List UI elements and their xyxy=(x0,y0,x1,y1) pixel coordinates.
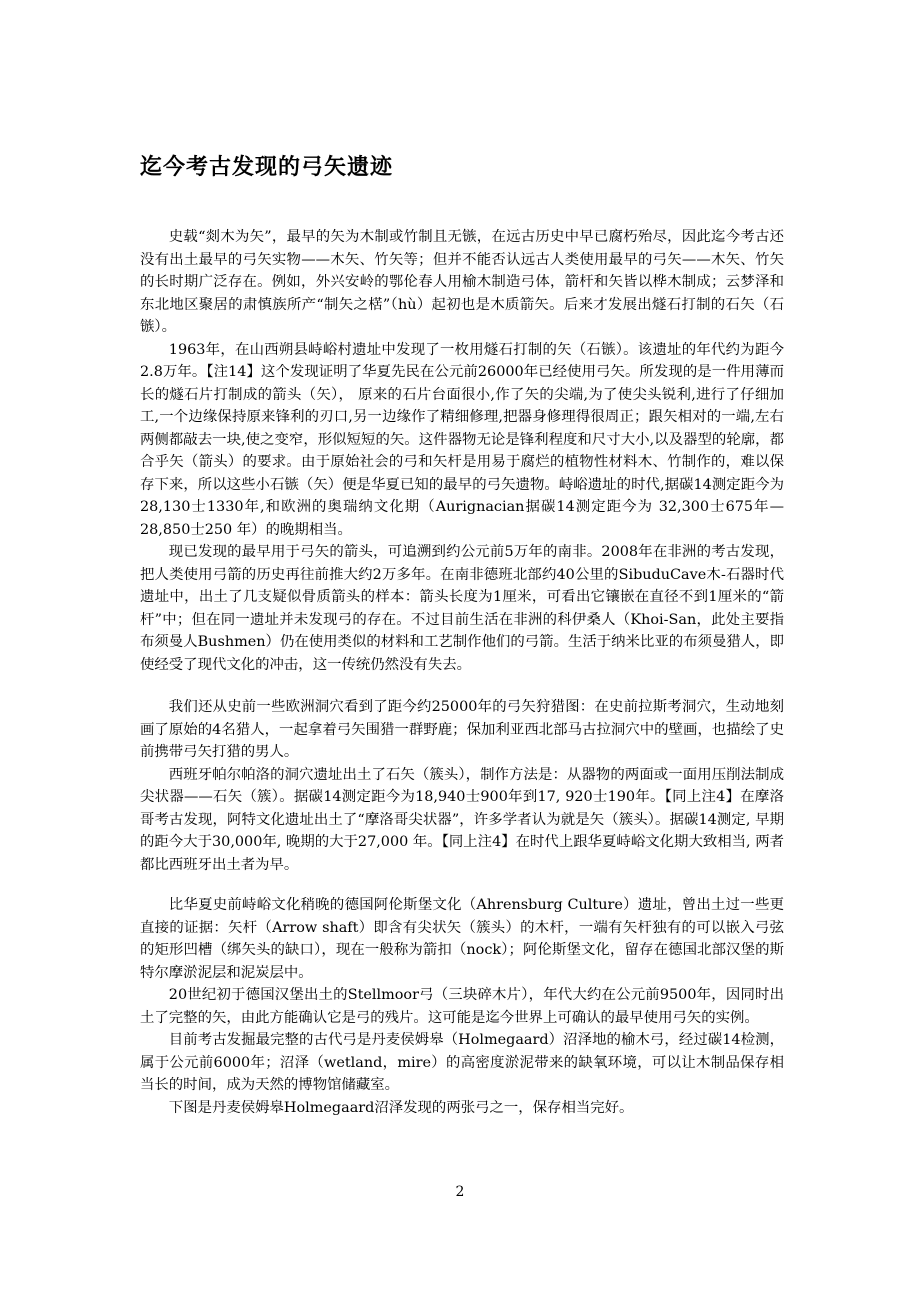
paragraph: 目前考古发掘最完整的古代弓是丹麦侯姆皋（Holmegaard）沼泽地的榆木弓，经过碳14检测，属于公元前6000年；沼泽（wetland，mire）的高密度淤泥带来的缺氧环境，可以让木制品保存相当长的时间，成为天然的博物馆储藏室。 xyxy=(140,1032,784,1093)
article-body xyxy=(140,226,784,1119)
paragraph: 我们还从史前一些欧洲洞穴看到了距今约25000年的弓矢狩猎图：在史前拉斯考洞穴，生动地刻画了原始的4名猎人，一起拿着弓矢围猎一群野鹿；保加利亚西北部马古拉洞穴中的壁画，也描绘了史前携带弓矢打猎的男人。 xyxy=(140,699,784,760)
paragraph: 比华夏史前峙峪文化稍晚的德国阿伦斯堡文化（Ahrensburg Culture）遗址，曾出土过一些更直接的证据：矢杆（Arrow shaft）即含有尖状矢（簇头）的木杆，一端有矢杆独有的可以嵌入弓弦的矩形凹槽（绑矢头的缺口），现在一般称为箭扣（nock）；阿伦斯堡文化，留存在德国北部汉堡的斯特尔摩淤泥层和泥炭层中。 xyxy=(140,897,784,981)
paragraph-gap xyxy=(140,676,784,696)
page-title: 迄今考古发现的弓矢遗迹 xyxy=(140,155,394,180)
paragraph: 史载“剡木为矢”，最早的矢为木制或竹制且无镞，在远古历史中早已腐朽殆尽，因此迄今考古还没有出土最早的弓矢实物——木矢、竹矢等；但并不能否认远古人类使用最早的弓矢——木矢、竹矢的长时期广泛存在。例如，外兴安岭的鄂伦春人用榆木制造弓体，箭杆和矢皆以桦木制成；云梦泽和东北地区聚居的肃慎族所产“制矢之楛”（hù）起初也是木质箭矢。后来才发展出燧石打制的石矢（石镞）。 xyxy=(140,229,784,335)
paragraph: 下图是丹麦侯姆皋Holmegaard沼泽发现的两张弓之一，保存相当完好。 xyxy=(168,1099,634,1116)
page-number: 2 xyxy=(455,1184,465,1200)
paragraph-gap xyxy=(140,876,784,894)
paragraph: 现已发现的最早用于弓矢的箭头，可追溯到约公元前5万年的南非。2008年在非洲的考古发现，把人类使用弓箭的历史再往前推大约2万多年。在南非德班北部约40公里的SibuduCave木-石器时代遗址中，出土了几支疑似骨质箭头的样本：箭头长度为1厘米，可看出它镶嵌在直径不到1厘米的“箭杆”中；但在同一遗址并未发现弓的存在。不过目前生活在非洲的科伊桑人（Khoi-San，此处主要指布须曼人Bushmen）仍在使用类似的材料和工艺制作他们的弓箭。生活于纳米比亚的布须曼猎人，即使经受了现代文化的冲击，这一传统仍然没有失去。 xyxy=(140,544,784,673)
paragraph: 1963年，在山西朔县峙峪村遗址中发现了一枚用燧石打制的矢（石镞）。该遗址的年代约为距今2.8万年。【注14】这个发现证明了华夏先民在公元前26000年已经使用弓矢。所发现的是一件用薄而长的燧石片打制成的箭头（矢）， 原来的石片台面很小,作了矢的尖端,为了使尖头锐利,进行了仔细加工,一个边缘保持原来锋利的刃口,另一边缘作了精细修理,把器身修理得很周正；跟矢相对的一端,左右两侧都敲去一块,使之变窄，形似短短的矢。这件器物无论是锋利程度和尺寸大小,以及器型的轮廓，都合乎矢（箭头）的要求。由于原始社会的弓和矢杆是用易于腐烂的植物性材料木、竹制作的，难以保存下来，所以这些小石镞（矢）便是华夏已知的最早的弓矢遗物。峙峪遗址的时代,据碳14测定距今为28,130士1330年,和欧洲的奥瑞纳文化期（Aurignacian据碳14测定距今为 32,300士675年—28,850士250 年）的晚期相当。 xyxy=(140,341,784,538)
paragraph: 西班牙帕尔帕洛的洞穴遗址出土了石矢（簇头），制作方法是：从器物的两面或一面用压削法制成尖状器——石矢（簇）。据碳14测定距今为18,940士900年到17, 920士190年。【同上注4】在摩洛哥考古发现，阿特文化遗址出土了“摩洛哥尖状器”，许多学者认为就是矢（簇头）。据碳14测定, 早期的距今大于30,000年, 晚期的大于27,000 年。【同上注4】在时代上跟华夏峙峪文化期大致相当, 两者都比西班牙出土者为早。 xyxy=(140,766,784,873)
paragraph: 20世纪初于德国汉堡出土的Stellmoor弓（三块碎木片），年代大约在公元前9500年，因同时出土了完整的矢，由此方能确认它是弓的残片。这可能是迄今世界上可确认的最早使用弓矢的实例。 xyxy=(140,987,784,1026)
